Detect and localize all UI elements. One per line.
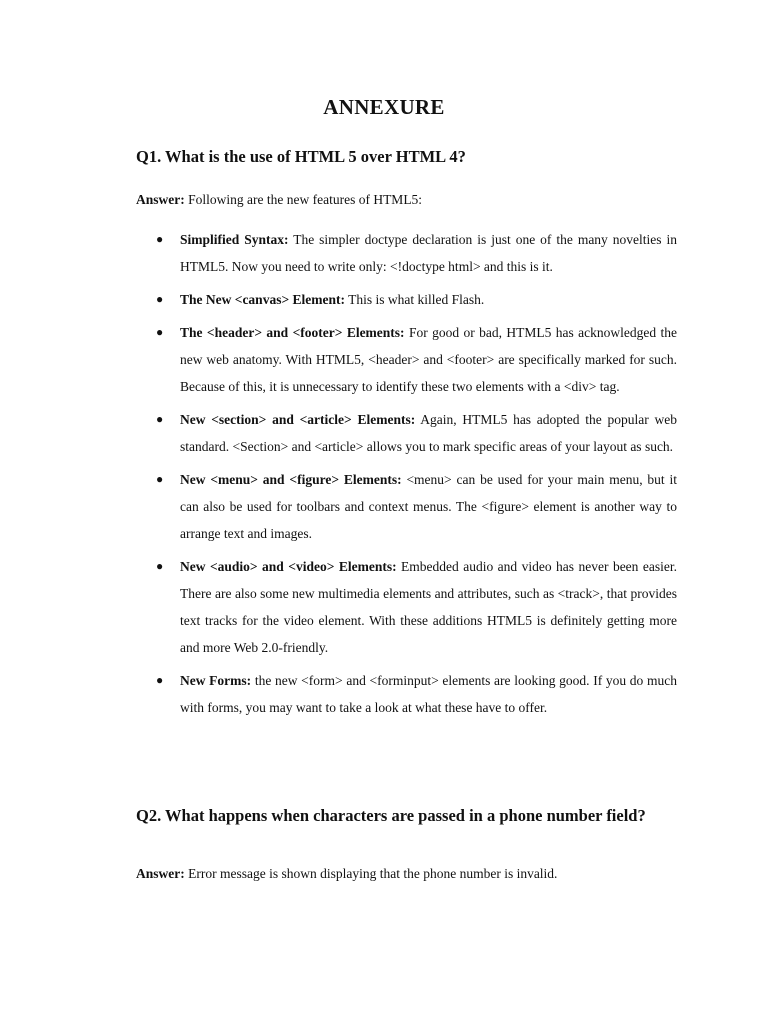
answer-text: Following are the new features of HTML5: (184, 192, 423, 207)
answer-text: Error message is shown displaying that the phone number is invalid. (184, 866, 558, 881)
bullet-icon: ● (156, 472, 164, 486)
feature-label: New <menu> and <figure> Elements: (180, 472, 402, 487)
feature-text: The simpler doctype declaration is just one of the many novelties in HTML5. Now you need to write only: <!doctype html> and this is it. (180, 232, 677, 274)
feature-item-menu-figure (136, 466, 677, 547)
feature-item-canvas (136, 286, 677, 313)
feature-item-simplified-syntax (136, 226, 677, 280)
html5-features-list (136, 226, 677, 727)
feature-item-audio-video (136, 553, 677, 661)
question-1-heading: Q1. What is the use of HTML 5 over HTML 4? (136, 147, 466, 166)
feature-text: Embedded audio and video has never been easier. There are also some new multimedia elements and attributes, such as <track>, that provides text tracks for the video element. With these additions HTML5 is definitely getting more and more Web 2.0-friendly. (180, 559, 677, 655)
feature-text: For good or bad, HTML5 has acknowledged the new web anatomy. With HTML5, <header> and <footer> are specifically marked for such. Because of this, it is unnecessary to identify these two elements with a <div> tag. (180, 325, 677, 394)
bullet-icon: ● (156, 673, 164, 687)
feature-text: <menu> can be used for your main menu, but it can also be used for toolbars and context menus. The <figure> element is another way to arrange text and images. (180, 472, 677, 541)
feature-item-header-footer (136, 319, 677, 400)
document-title: ANNEXURE (323, 95, 445, 119)
feature-label: New <audio> and <video> Elements: (180, 559, 397, 574)
feature-label: The New <canvas> Element: (180, 292, 345, 307)
feature-item-section-article (136, 406, 677, 460)
feature-item-forms (136, 667, 677, 721)
answer-label: Answer: (136, 866, 185, 881)
question-2-answer (136, 866, 696, 882)
feature-text: the new <form> and <forminput> elements are looking good. If you do much with forms, you may want to take a look at what these have to offer. (180, 673, 677, 715)
feature-label: The <header> and <footer> Elements: (180, 325, 405, 340)
feature-label: New <section> and <article> Elements: (180, 412, 416, 427)
feature-text: Again, HTML5 has adopted the popular web standard. <Section> and <article> allows you to mark specific areas of your layout as such. (180, 412, 677, 454)
feature-label: Simplified Syntax: (180, 232, 289, 247)
bullet-icon: ● (156, 412, 164, 426)
bullet-icon: ● (156, 559, 164, 573)
question-2-heading: Q2. What happens when characters are passed in a phone number field? (136, 806, 646, 825)
feature-text: This is what killed Flash. (345, 292, 485, 307)
feature-label: New Forms: (180, 673, 252, 688)
question-1-answer-intro (136, 192, 696, 208)
bullet-icon: ● (156, 232, 164, 246)
bullet-icon: ● (156, 292, 164, 306)
answer-label: Answer: (136, 192, 185, 207)
bullet-icon: ● (156, 325, 164, 339)
